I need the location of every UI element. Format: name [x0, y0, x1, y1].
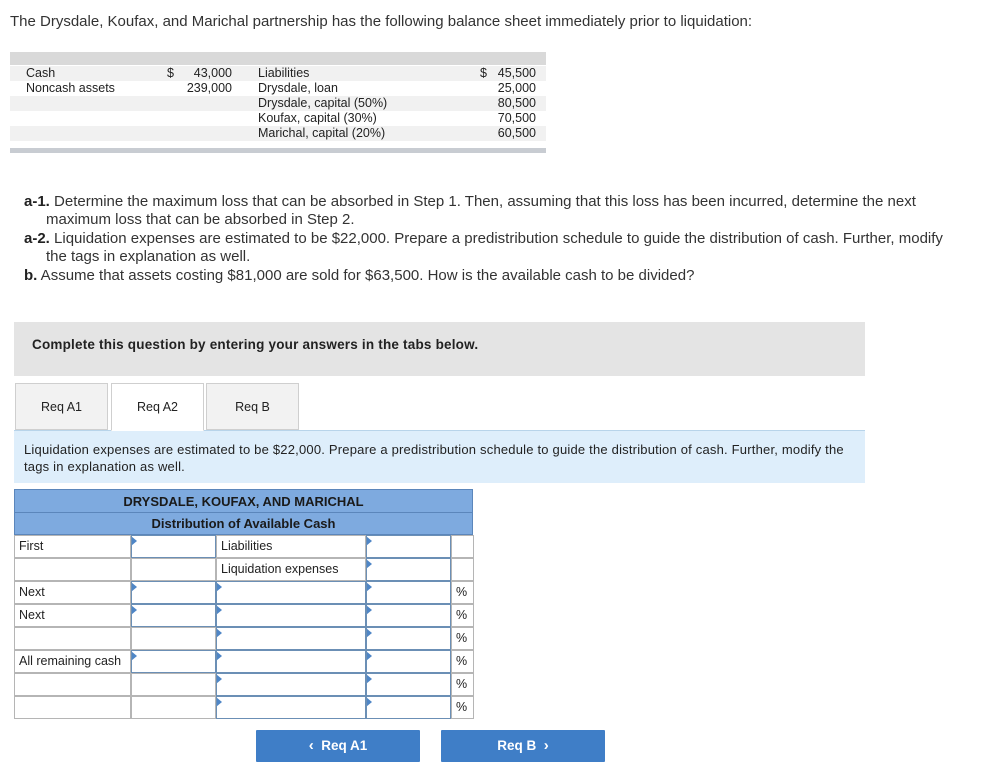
liability-label: Liabilities [258, 66, 310, 80]
amount-input[interactable] [366, 581, 451, 604]
amount-input[interactable] [366, 558, 451, 581]
amount-input[interactable] [131, 604, 216, 627]
table-title: DRYSDALE, KOUFAX, AND MARICHAL [14, 489, 473, 513]
liability-dollar-sign: $ [480, 66, 487, 80]
liability-value: 45,500 [497, 66, 536, 80]
liability-value: 70,500 [497, 111, 536, 125]
balance-sheet-bottom-bar [10, 148, 546, 153]
asset-dollar-sign: $ [167, 66, 174, 80]
prev-req-a1-button[interactable] [256, 730, 420, 762]
recipient-input[interactable] [216, 696, 366, 719]
question-b [24, 267, 964, 285]
row-label [14, 627, 131, 650]
question-a1 [24, 193, 964, 229]
balance-sheet-top-bar [10, 52, 546, 65]
amount-input[interactable] [366, 604, 451, 627]
instructions-text: Complete this question by entering your answers in the tabs below. [32, 337, 479, 352]
tab-req-a2[interactable]: Req A2 [111, 383, 204, 431]
table-row [14, 627, 474, 650]
asset-label-noncash: Noncash assets [26, 81, 115, 95]
table-row [14, 604, 474, 627]
tab-prompt-text: Liquidation expenses are estimated to be $22,000. Prepare a predistribution schedule to guide the distribution of cash. Further, modify the tags in explanation as well. [24, 442, 844, 474]
balance-sheet [10, 52, 546, 153]
question-tag: a-2. [24, 230, 50, 247]
tab-req-a1[interactable]: Req A1 [15, 383, 108, 430]
row-label [14, 673, 131, 696]
chevron-left-icon: ‹ [308, 737, 314, 754]
liability-label: Koufax, capital (30%) [258, 111, 377, 125]
liability-value: 25,000 [497, 81, 536, 95]
table-row [14, 650, 474, 673]
percent-cell [451, 535, 474, 558]
next-req-b-button[interactable] [441, 730, 605, 762]
asset-value-cash: 43,000 [193, 66, 232, 80]
recipient-input[interactable] [216, 627, 366, 650]
empty-cell [131, 627, 216, 650]
liability-label: Drysdale, loan [258, 81, 338, 95]
liability-label: Drysdale, capital (50%) [258, 96, 388, 110]
amount-input[interactable] [366, 627, 451, 650]
liability-value: 60,500 [497, 126, 536, 140]
chevron-right-icon: › [543, 737, 549, 754]
amount-input[interactable] [131, 581, 216, 604]
recipient-label: Liabilities [216, 535, 366, 558]
recipient-input[interactable] [216, 673, 366, 696]
asset-value-noncash: 239,000 [186, 81, 232, 95]
recipient-input[interactable] [216, 581, 366, 604]
percent-cell: % [451, 627, 474, 650]
instructions-box [14, 322, 865, 376]
row-label [14, 558, 131, 581]
amount-input[interactable] [366, 696, 451, 719]
percent-cell [451, 558, 474, 581]
table-row [14, 535, 474, 558]
intro-text: The Drysdale, Koufax, and Marichal partnership has the following balance sheet immediately prior to liquidation: [10, 13, 753, 30]
percent-cell: % [451, 673, 474, 696]
distribution-table [14, 489, 474, 720]
amount-input[interactable] [131, 650, 216, 673]
question-text: Determine the maximum loss that can be absorbed in Step 1. Then, assuming that this loss has been incurred, determine the next maximum loss that can be absorbed in Step 2. [46, 193, 916, 228]
tab-prompt [14, 430, 865, 483]
percent-cell: % [451, 604, 474, 627]
table-row [14, 581, 474, 604]
asset-label-cash: Cash [26, 66, 56, 80]
liability-value: 80,500 [497, 96, 536, 110]
row-label: Next [14, 604, 131, 627]
empty-cell [131, 673, 216, 696]
question-text: Liquidation expenses are estimated to be $22,000. Prepare a predistribution schedule to guide the distribution of cash. Further, modify the tags in explanation as well. [46, 230, 943, 265]
recipient-input[interactable] [216, 650, 366, 673]
row-label: All remaining cash [14, 650, 131, 673]
empty-cell [131, 696, 216, 719]
percent-cell: % [451, 650, 474, 673]
question-tag: b. [24, 267, 38, 284]
amount-input[interactable] [366, 535, 451, 558]
question-a2 [24, 230, 964, 266]
percent-cell: % [451, 696, 474, 719]
amount-input[interactable] [366, 673, 451, 696]
empty-cell [131, 558, 216, 581]
recipient-label: Liquidation expenses [216, 558, 366, 581]
recipient-input[interactable] [216, 604, 366, 627]
amount-input[interactable] [366, 650, 451, 673]
table-row [14, 558, 474, 581]
table-subtitle: Distribution of Available Cash [14, 512, 473, 535]
table-row [14, 696, 474, 719]
row-label [14, 696, 131, 719]
prev-button-label: Req A1 [321, 738, 368, 753]
liability-label: Marichal, capital (20%) [258, 126, 386, 140]
percent-cell: % [451, 581, 474, 604]
question-text: Assume that assets costing $81,000 are sold for $63,500. How is the available cash to be divided? [37, 267, 695, 284]
question-tag: a-1. [24, 193, 50, 210]
table-row [14, 673, 474, 696]
row-label: Next [14, 581, 131, 604]
tab-req-b[interactable]: Req B [206, 383, 299, 430]
next-button-label: Req B [497, 738, 537, 753]
amount-input[interactable] [131, 535, 216, 558]
question-list [24, 193, 964, 286]
row-label: First [14, 535, 131, 558]
